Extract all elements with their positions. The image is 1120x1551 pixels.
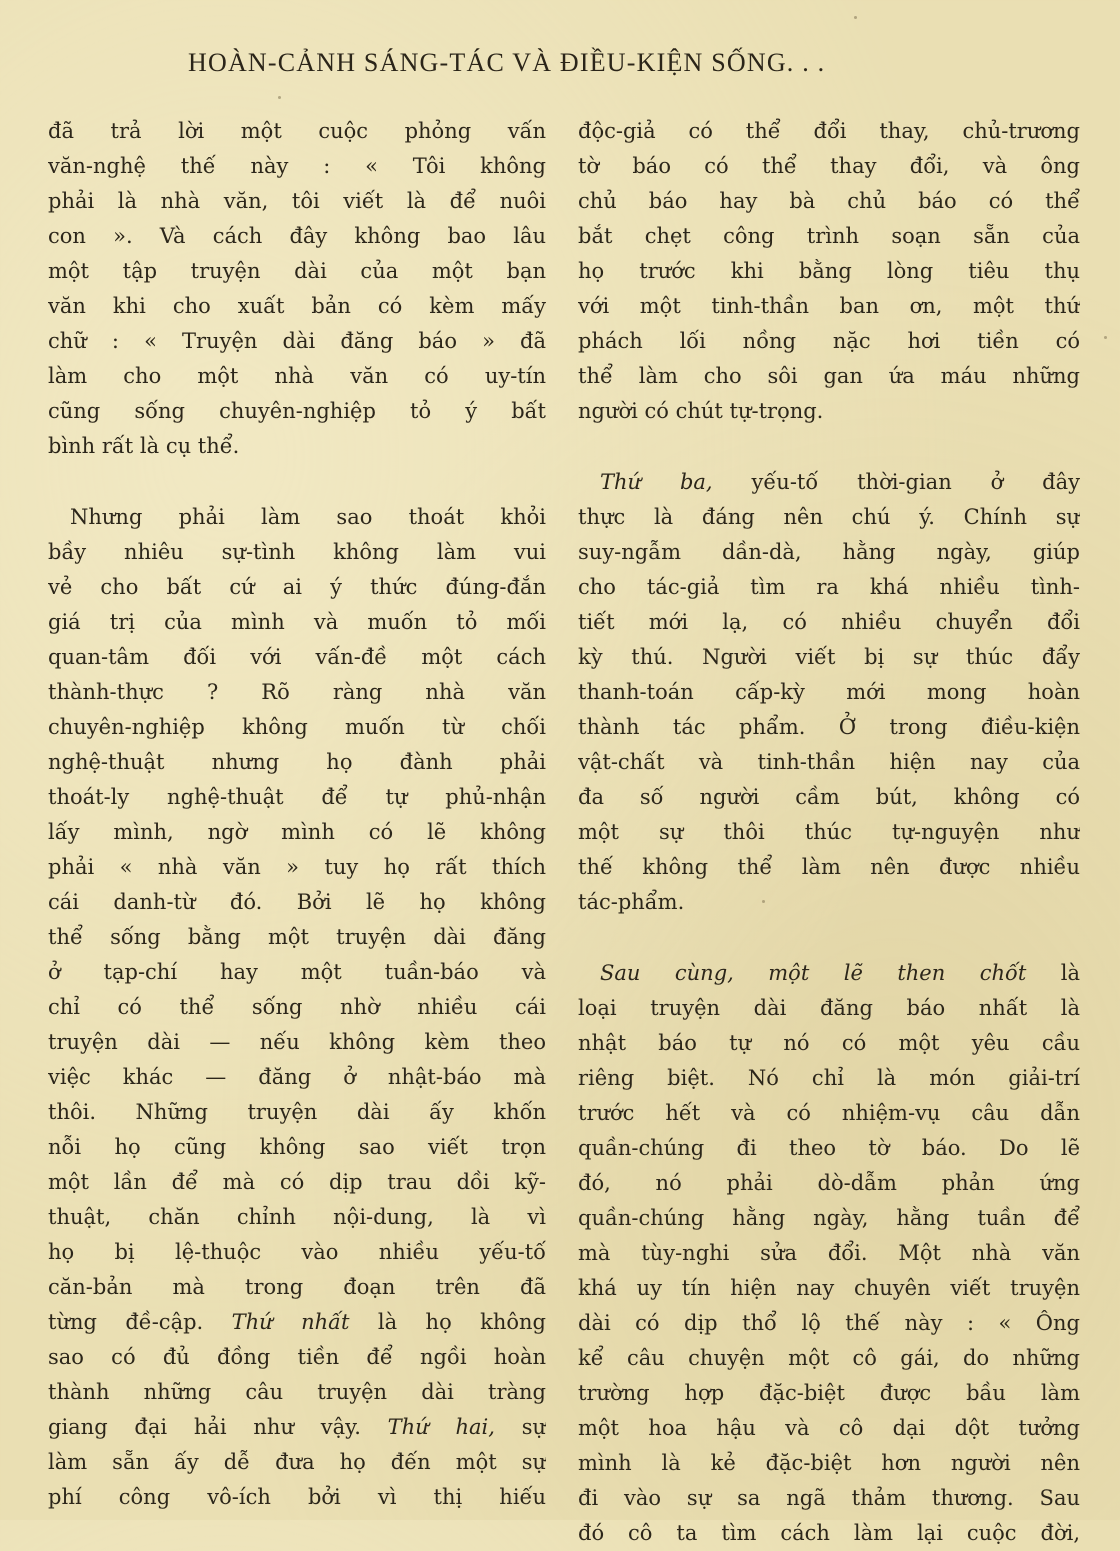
text-line: thế không thể làm nên được nhiều — [578, 855, 1080, 879]
text-line: phải « nhà văn » tuy họ rất thích — [48, 855, 546, 879]
text-line: vẻ cho bất cứ ai ý thức đúng-đắn — [48, 575, 546, 599]
text-line: tác-phẩm. — [578, 890, 685, 914]
text-line: phải là nhà văn, tôi viết là để nuôi — [48, 189, 546, 213]
paper-speck — [762, 900, 765, 903]
text-line: làm sẵn ấy dễ đưa họ đến một sự — [48, 1450, 546, 1474]
paper-speck — [854, 16, 857, 19]
text-line: thanh-toán cấp-kỳ mới mong hoàn — [578, 680, 1080, 704]
text-line: sao có đủ đồng tiền để ngồi hoàn — [48, 1345, 546, 1369]
text-line: cho tác-giả tìm ra khá nhiều tình- — [578, 575, 1080, 599]
text-segment: là họ không — [377, 1310, 546, 1334]
text-segment: giang đại hải như vậy. — [48, 1415, 361, 1439]
text-line: họ trước khi bằng lòng tiêu thụ — [578, 259, 1080, 283]
text-line: con ». Và cách đây không bao lâu — [48, 224, 546, 248]
text-line — [48, 1410, 546, 1445]
text-line: văn-nghệ thế này : « Tôi không — [48, 154, 546, 178]
emphasis-first: Thứ nhất — [231, 1310, 350, 1334]
emphasis-second: Thứ hai, — [387, 1415, 495, 1439]
text-line: bầy nhiêu sự-tình không làm vui — [48, 540, 546, 564]
text-line: việc khác — đăng ở nhật-báo mà — [48, 1065, 546, 1089]
text-line: chỉ có thể sống nhờ nhiều cái — [48, 995, 546, 1019]
text-line: một sự thôi thúc tự-nguyện như — [578, 820, 1080, 844]
text-line: tiết mới lạ, có nhiều chuyển đổi — [578, 610, 1080, 634]
text-line: nhật báo tự nó có một yêu cầu — [578, 1031, 1080, 1055]
text-line: tờ báo có thể thay đổi, và ông — [578, 154, 1080, 178]
text-line: cái danh-từ đó. Bởi lẽ họ không — [48, 890, 546, 914]
text-line: thành-thực ? Rõ ràng nhà văn — [48, 680, 546, 704]
text-line: một lần để mà có dịp trau dồi kỹ- — [48, 1170, 546, 1194]
text-line: bắt chẹt công trình soạn sẵn của — [578, 224, 1080, 248]
text-line: đó cô ta tìm cách làm lại cuộc đời, — [578, 1521, 1080, 1545]
text-line: kỳ thú. Người viết bị sự thúc đẩy — [578, 645, 1080, 669]
text-line: mà tùy-nghi sửa đổi. Một nhà văn — [578, 1241, 1080, 1265]
text-line: thuật, chăn chỉnh nội-dung, là vì — [48, 1205, 546, 1229]
text-line: thể sống bằng một truyện dài đăng — [48, 925, 546, 949]
text-line: một tập truyện dài của một bạn — [48, 259, 546, 283]
text-line: Nhưng phải làm sao thoát khỏi — [70, 505, 546, 529]
text-line: thể làm cho sôi gan ứa máu những — [578, 364, 1080, 388]
text-line: làm cho một nhà văn có uy-tín — [48, 364, 546, 388]
text-line: với một tinh-thần ban ơn, một thứ — [578, 294, 1080, 318]
text-line: người có chút tự-trọng. — [578, 399, 824, 423]
text-line: quan-tâm đối với vấn-đề một cách — [48, 645, 546, 669]
text-segment: từng đề-cập. — [48, 1310, 204, 1334]
text-line: căn-bản mà trong đoạn trên đã — [48, 1275, 546, 1299]
text-line: đã trả lời một cuộc phỏng vấn — [48, 119, 546, 143]
text-line: suy-ngẫm dần-dà, hằng ngày, giúp — [578, 540, 1080, 564]
text-line: phách lối nồng nặc hơi tiền có — [578, 329, 1080, 353]
text-line: khá uy tín hiện nay chuyên viết truyện — [578, 1276, 1080, 1300]
text-line: chủ báo hay bà chủ báo có thể — [578, 189, 1080, 213]
text-line: nghệ-thuật nhưng họ đành phải — [48, 750, 546, 774]
left-column — [48, 114, 546, 1515]
text-line: đó, nó phải dò-dẫm phản ứng — [578, 1171, 1080, 1195]
text-line: chuyên-nghiệp không muốn từ chối — [48, 715, 546, 739]
text-line: ở tạp-chí hay một tuần-báo và — [48, 960, 546, 984]
text-line: loại truyện dài đăng báo nhất là — [578, 996, 1080, 1020]
text-line: giá trị của mình và muốn tỏ mối — [48, 610, 546, 634]
text-line: bình rất là cụ thể. — [48, 434, 240, 458]
running-header: HOÀN-CẢNH SÁNG-TÁC VÀ ĐIỀU-KIỆN SỐNG. . . — [188, 48, 826, 77]
text-line: dài có dịp thổ lộ thế này : « Ông — [578, 1311, 1080, 1335]
text-line: truyện dài — nếu không kèm theo — [48, 1030, 546, 1054]
text-line: chữ : « Truyện dài đăng báo » đã — [48, 329, 546, 353]
text-line: thôi. Những truyện dài ấy khốn — [48, 1100, 546, 1124]
text-segment: yếu-tố thời-gian ở đây — [751, 470, 1080, 494]
text-line: một hoa hậu và cô dại dột tưởng — [578, 1416, 1080, 1440]
text-line: thoát-ly nghệ-thuật để tự phủ-nhận — [48, 785, 546, 809]
text-line: đa số người cầm bút, không có — [578, 785, 1080, 809]
text-line — [578, 465, 1080, 500]
text-line: quần-chúng hằng ngày, hằng tuần để — [578, 1206, 1080, 1230]
text-line: đi vào sự sa ngã thảm thương. Sau — [578, 1486, 1080, 1510]
text-segment: sự — [521, 1415, 546, 1439]
text-line: phí công vô-ích bởi vì thị hiếu — [48, 1485, 546, 1509]
text-line: văn khi cho xuất bản có kèm mấy — [48, 294, 546, 318]
right-column — [578, 114, 1080, 1551]
paper-speck — [278, 96, 281, 99]
text-line: cũng sống chuyên-nghiệp tỏ ý bất — [48, 399, 546, 423]
text-line: độc-giả có thể đổi thay, chủ-trương — [578, 119, 1080, 143]
text-line: trường hợp đặc-biệt được bầu làm — [578, 1381, 1080, 1405]
text-line: mình là kẻ đặc-biệt hơn người nên — [578, 1451, 1080, 1475]
text-line — [48, 1305, 546, 1340]
text-line: lấy mình, ngờ mình có lẽ không — [48, 820, 546, 844]
emphasis-third: Thứ ba, — [600, 470, 713, 494]
text-line — [578, 956, 1080, 991]
paper-speck — [1104, 336, 1107, 339]
text-line: họ bị lệ-thuộc vào nhiều yếu-tố — [48, 1240, 546, 1264]
text-line: trước hết và có nhiệm-vụ câu dẫn — [578, 1101, 1080, 1125]
text-line: vật-chất và tinh-thần hiện nay của — [578, 750, 1080, 774]
text-line: thành tác phẩm. Ở trong điều-kiện — [578, 715, 1080, 739]
text-line: riêng biệt. Nó chỉ là món giải-trí — [578, 1066, 1080, 1090]
emphasis-last: Sau cùng, một lẽ then chốt — [600, 961, 1027, 985]
text-line: thành những câu truyện dài tràng — [48, 1380, 546, 1404]
text-line: kể câu chuyện một cô gái, do những — [578, 1346, 1080, 1370]
text-line: thực là đáng nên chú ý. Chính sự — [578, 505, 1080, 529]
text-segment: là — [1060, 961, 1080, 985]
text-line: quần-chúng đi theo tờ báo. Do lẽ — [578, 1136, 1080, 1160]
text-line: nỗi họ cũng không sao viết trọn — [48, 1135, 546, 1159]
